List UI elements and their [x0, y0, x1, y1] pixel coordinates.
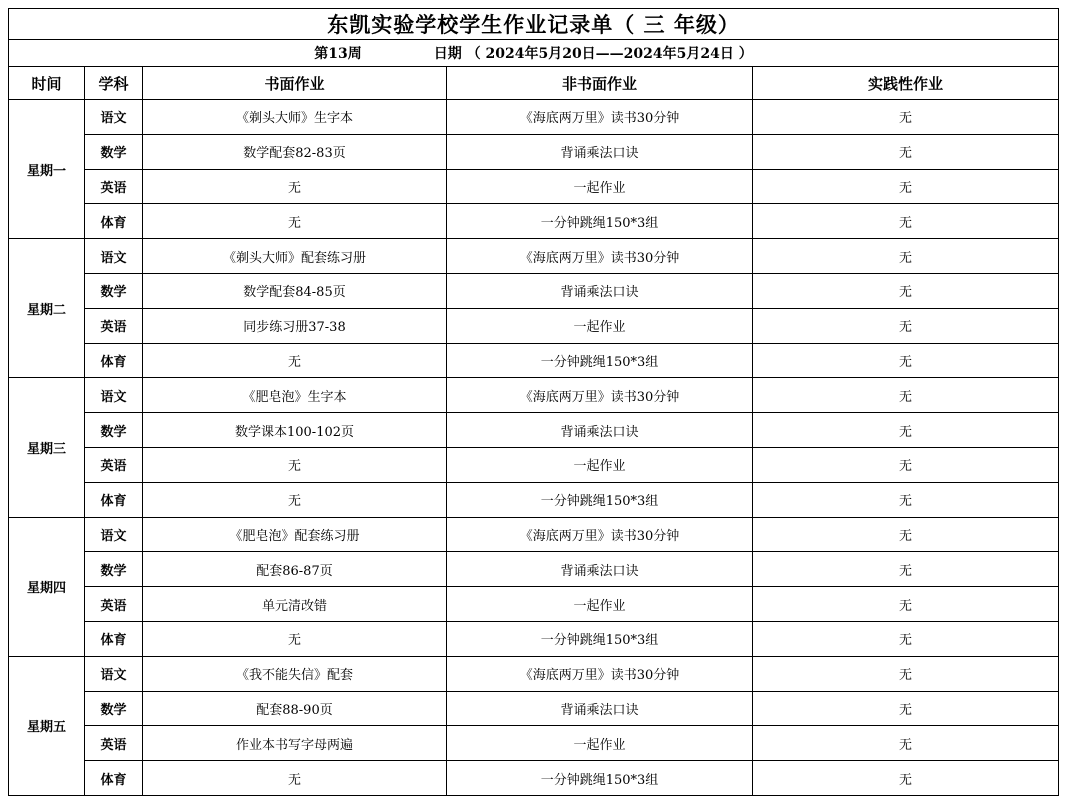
written-cell: 《剃头大师》生字本	[143, 100, 447, 135]
week-label: 第13周	[314, 46, 362, 62]
subject-cell: 英语	[85, 587, 143, 622]
subject-cell: 英语	[85, 726, 143, 761]
written-cell: 数学配套82-83页	[143, 134, 447, 169]
non-written-cell: 《海底两万里》读书30分钟	[447, 378, 753, 413]
subject-cell: 体育	[85, 482, 143, 517]
day-label: 星期五	[9, 656, 85, 795]
column-header-row	[9, 67, 1059, 100]
table-row	[9, 691, 1059, 726]
non-written-cell: 一起作业	[447, 308, 753, 343]
practical-cell: 无	[753, 447, 1059, 482]
table-row	[9, 761, 1059, 796]
table-row	[9, 482, 1059, 517]
subject-cell: 语文	[85, 378, 143, 413]
subject-cell: 英语	[85, 308, 143, 343]
practical-cell: 无	[753, 587, 1059, 622]
subject-cell: 体育	[85, 621, 143, 656]
header-written: 书面作业	[143, 67, 447, 100]
practical-cell: 无	[753, 482, 1059, 517]
subject-cell: 数学	[85, 552, 143, 587]
written-cell: 无	[143, 343, 447, 378]
table-row	[9, 621, 1059, 656]
written-cell: 无	[143, 204, 447, 239]
table-row	[9, 239, 1059, 274]
non-written-cell: 《海底两万里》读书30分钟	[447, 656, 753, 691]
non-written-cell: 背诵乘法口诀	[447, 273, 753, 308]
written-cell: 作业本书写字母两遍	[143, 726, 447, 761]
non-written-cell: 《海底两万里》读书30分钟	[447, 239, 753, 274]
day-label: 星期三	[9, 378, 85, 517]
non-written-cell: 《海底两万里》读书30分钟	[447, 100, 753, 135]
non-written-cell: 《海底两万里》读书30分钟	[447, 517, 753, 552]
non-written-cell: 一分钟跳绳150*3组	[447, 482, 753, 517]
practical-cell: 无	[753, 413, 1059, 448]
subject-cell: 数学	[85, 413, 143, 448]
day-label: 星期四	[9, 517, 85, 656]
practical-cell: 无	[753, 169, 1059, 204]
practical-cell: 无	[753, 552, 1059, 587]
practical-cell: 无	[753, 691, 1059, 726]
written-cell: 无	[143, 169, 447, 204]
table-body	[9, 100, 1059, 796]
date-range: 日期 （ 2024年5月20日——2024年5月24日 ）	[433, 46, 753, 62]
homework-record-sheet	[8, 8, 1058, 796]
table-row	[9, 587, 1059, 622]
table-row	[9, 204, 1059, 239]
practical-cell: 无	[753, 517, 1059, 552]
non-written-cell: 一起作业	[447, 587, 753, 622]
table-row	[9, 134, 1059, 169]
non-written-cell: 一分钟跳绳150*3组	[447, 621, 753, 656]
subject-cell: 语文	[85, 656, 143, 691]
practical-cell: 无	[753, 343, 1059, 378]
table-row	[9, 517, 1059, 552]
subject-cell: 数学	[85, 273, 143, 308]
non-written-cell: 一分钟跳绳150*3组	[447, 761, 753, 796]
practical-cell: 无	[753, 273, 1059, 308]
practical-cell: 无	[753, 100, 1059, 135]
written-cell: 同步练习册37-38	[143, 308, 447, 343]
table-row	[9, 726, 1059, 761]
non-written-cell: 一分钟跳绳150*3组	[447, 343, 753, 378]
subject-cell: 语文	[85, 517, 143, 552]
week-date-line	[9, 40, 1059, 67]
non-written-cell: 背诵乘法口诀	[447, 413, 753, 448]
header-time: 时间	[9, 67, 85, 100]
written-cell: 无	[143, 761, 447, 796]
non-written-cell: 背诵乘法口诀	[447, 134, 753, 169]
written-cell: 《我不能失信》配套	[143, 656, 447, 691]
non-written-cell: 一分钟跳绳150*3组	[447, 204, 753, 239]
subject-cell: 语文	[85, 100, 143, 135]
practical-cell: 无	[753, 726, 1059, 761]
header-non-written: 非书面作业	[447, 67, 753, 100]
subject-cell: 英语	[85, 169, 143, 204]
subject-cell: 数学	[85, 134, 143, 169]
header-subject: 学科	[85, 67, 143, 100]
table-row	[9, 343, 1059, 378]
table-row	[9, 273, 1059, 308]
written-cell: 无	[143, 482, 447, 517]
written-cell: 《肥皂泡》配套练习册	[143, 517, 447, 552]
written-cell: 单元清改错	[143, 587, 447, 622]
table-row	[9, 100, 1059, 135]
written-cell: 数学配套84-85页	[143, 273, 447, 308]
practical-cell: 无	[753, 204, 1059, 239]
practical-cell: 无	[753, 378, 1059, 413]
written-cell: 配套86-87页	[143, 552, 447, 587]
subject-cell: 英语	[85, 447, 143, 482]
practical-cell: 无	[753, 656, 1059, 691]
table-row	[9, 378, 1059, 413]
header-practical: 实践性作业	[753, 67, 1059, 100]
table-row	[9, 656, 1059, 691]
practical-cell: 无	[753, 621, 1059, 656]
written-cell: 无	[143, 447, 447, 482]
table-row	[9, 447, 1059, 482]
non-written-cell: 一起作业	[447, 726, 753, 761]
table-row	[9, 169, 1059, 204]
written-cell: 配套88-90页	[143, 691, 447, 726]
sheet-title: 东凯实验学校学生作业记录单（ 三 年级）	[9, 9, 1059, 40]
day-label: 星期二	[9, 239, 85, 378]
practical-cell: 无	[753, 134, 1059, 169]
subject-cell: 语文	[85, 239, 143, 274]
day-label: 星期一	[9, 100, 85, 239]
table-row	[9, 308, 1059, 343]
written-cell: 《肥皂泡》生字本	[143, 378, 447, 413]
practical-cell: 无	[753, 308, 1059, 343]
written-cell: 无	[143, 621, 447, 656]
practical-cell: 无	[753, 239, 1059, 274]
subject-cell: 体育	[85, 761, 143, 796]
subject-cell: 体育	[85, 204, 143, 239]
non-written-cell: 背诵乘法口诀	[447, 552, 753, 587]
subject-cell: 数学	[85, 691, 143, 726]
non-written-cell: 背诵乘法口诀	[447, 691, 753, 726]
practical-cell: 无	[753, 761, 1059, 796]
written-cell: 数学课本100-102页	[143, 413, 447, 448]
subject-cell: 体育	[85, 343, 143, 378]
non-written-cell: 一起作业	[447, 447, 753, 482]
table-row	[9, 552, 1059, 587]
written-cell: 《剃头大师》配套练习册	[143, 239, 447, 274]
homework-table	[8, 8, 1059, 796]
table-row	[9, 413, 1059, 448]
non-written-cell: 一起作业	[447, 169, 753, 204]
